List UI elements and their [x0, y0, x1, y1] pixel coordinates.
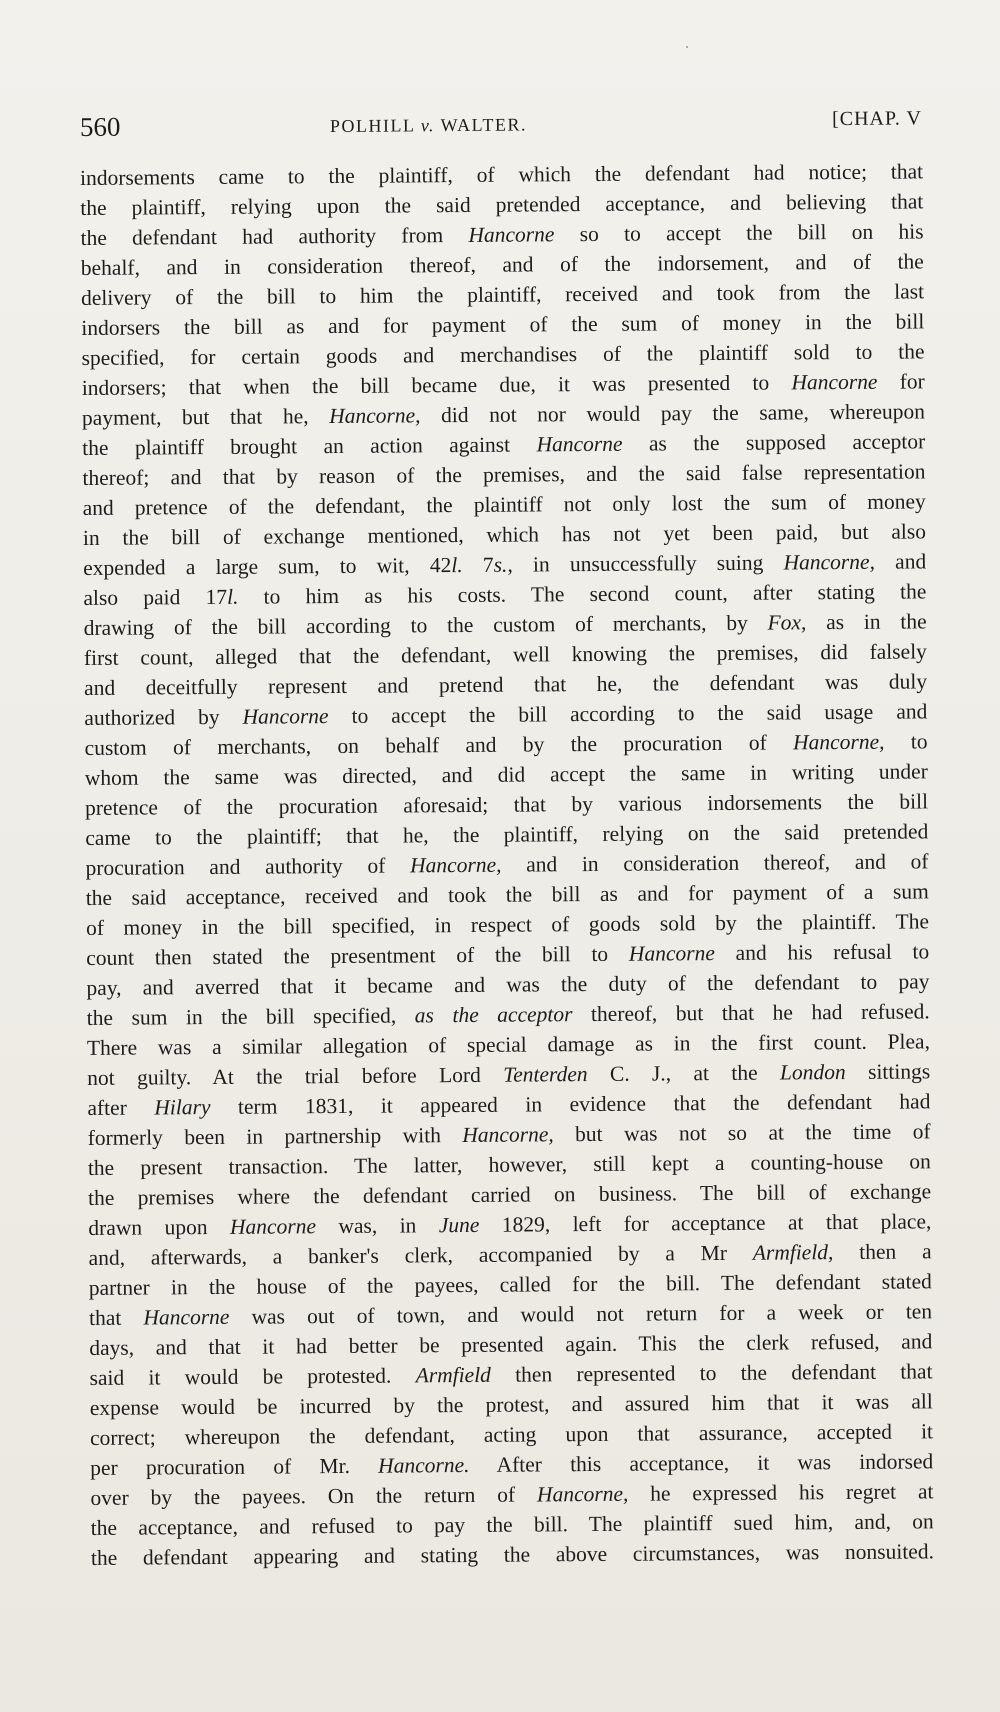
text-line: the present transaction. The latter, however, still kept a counting-house on	[87, 1149, 931, 1180]
text-line: custom of merchants, on behalf and by the procuration of Hancorne, to	[84, 729, 928, 760]
text-line: after Hilary term 1831, it appeared in evidence that the defendant had	[87, 1089, 931, 1120]
text-line: correct; whereupon the defendant, acting upon that assurance, accepted it	[89, 1419, 934, 1450]
text-line: drawn upon Hancorne was, in June 1829, left for acceptance at that place,	[88, 1209, 932, 1240]
running-title-left: POLHILL	[329, 115, 415, 137]
body-text	[80, 156, 934, 1593]
text-line: said it would be protested. Armfield then represented to the defendant that	[89, 1359, 933, 1390]
text-line: procuration and authority of Hancorne, and in consideration thereof, and of	[85, 849, 929, 880]
text-line: thereof; and that by reason of the premises, and the said false representation	[82, 459, 926, 490]
text-line: of money in the bill specified, in respect of goods sold by the plaintiff. The	[85, 909, 930, 940]
text-line: expense would be incurred by the protest, and assured him that it was all	[89, 1389, 933, 1420]
text-line: the premises where the defendant carried on business. The bill of exchange	[88, 1179, 932, 1210]
running-head	[80, 105, 922, 152]
text-line: not guilty. At the trial before Lord Tenterden C. J., at the London sittings	[87, 1059, 931, 1090]
text-line: authorized by Hancorne to accept the bill according to the said usage and	[84, 699, 928, 730]
text-line: delivery of the bill to him the plaintiff, received and took from the last	[80, 279, 925, 310]
text-line: indorsements came to the plaintiff, of which the defendant had notice; that	[80, 159, 924, 190]
text-line: that Hancorne was out of town, and would not return for a week or ten	[88, 1299, 933, 1330]
text-line: count then stated the presentment of the bill to Hancorne and his refusal to	[86, 939, 930, 970]
text-line: indorsers the bill as and for payment of the sum of money in the bill	[81, 309, 925, 340]
text-line: payment, but that he, Hancorne, did not nor would pay the same, whereupon	[81, 399, 926, 430]
paper-speck	[686, 46, 688, 48]
text-line: and deceitfully represent and pretend that he, the defendant was duly	[84, 669, 928, 700]
chapter-reference: [CHAP. V	[831, 107, 923, 131]
running-title	[330, 113, 730, 137]
text-line: the said acceptance, received and took the bill as and for payment of a sum	[85, 879, 929, 910]
text-line: the acceptance, and refused to pay the bill. The plaintiff sued him, and, on	[90, 1509, 934, 1540]
text-line: over by the payees. On the return of Hancorne, he expressed his regret at	[90, 1479, 934, 1510]
text-line: the plaintiff brought an action against Hancorne as the supposed acceptor	[82, 429, 926, 460]
text-line: There was a similar allegation of special damage as in the first count. Plea,	[86, 1029, 931, 1060]
text-line: came to the plaintiff; that he, the plaintiff, relying on the said pretended	[85, 819, 929, 850]
text-line: the defendant had authority from Hancorne so to accept the bill on his	[80, 219, 924, 250]
text-line: per procuration of Mr. Hancorne. After this acceptance, it was indorsed	[90, 1449, 934, 1480]
text-line: the plaintiff, relying upon the said pretended acceptance, and believing that	[80, 189, 924, 220]
text-line: first count, alleged that the defendant, well knowing the premises, did falsely	[83, 639, 927, 670]
text-line: and, afterwards, a banker's clerk, accompanied by a Mr Armfield, then a	[88, 1239, 932, 1270]
text-line: behalf, and in consideration thereof, and of the indorsement, and of the	[80, 249, 924, 280]
page-number: 560	[79, 111, 121, 142]
text-line: pay, and averred that it became and was the duty of the defendant to pay	[86, 969, 930, 1000]
text-line: specified, for certain goods and merchandises of the plaintiff sold to the	[81, 339, 925, 370]
text-line: indorsers; that when the bill became due, it was presented to Hancorne for	[81, 369, 925, 400]
text-line: formerly been in partnership with Hancorne, but was not so at the time of	[87, 1119, 931, 1150]
text-line: days, and that it had better be presented again. This the clerk refused, and	[89, 1329, 933, 1360]
text-line: in the bill of exchange mentioned, which has not yet been paid, but also	[82, 519, 927, 550]
text-line: also paid 17l. to him as his costs. The second count, after stating the	[83, 579, 927, 610]
text-line: whom the same was directed, and did accept the same in writing under	[84, 759, 928, 790]
text-line: drawing of the bill according to the custom of merchants, by Fox, as in the	[83, 609, 927, 640]
text-line: partner in the house of the payees, called for the bill. The defendant stated	[88, 1269, 932, 1300]
text-line: expended a large sum, to wit, 42l. 7s., in unsuccessfully suing Hancorne, and	[83, 549, 927, 580]
text-line: the defendant appearing and stating the above circumstances, was nonsuited.	[90, 1539, 935, 1570]
running-title-right: WALTER.	[440, 114, 528, 136]
text-line: and pretence of the defendant, the plaintiff not only lost the sum of money	[82, 489, 926, 520]
text-line: pretence of the procuration aforesaid; that by various indorsements the bill	[84, 789, 929, 820]
running-title-v: v.	[420, 115, 436, 136]
text-line: the sum in the bill specified, as the acceptor thereof, but that he had refused.	[86, 999, 930, 1030]
